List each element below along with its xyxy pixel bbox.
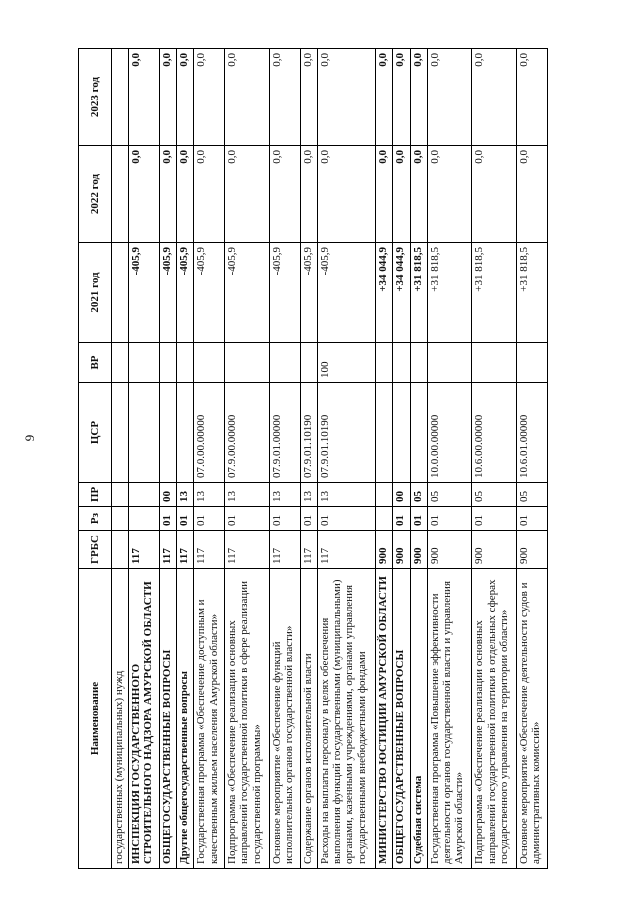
cell-rz: 01 (472, 507, 517, 531)
cell-2021: +31 818,5 (472, 243, 517, 343)
cell-grbs: 900 (376, 531, 393, 569)
cell-pr: 05 (427, 483, 472, 507)
cell-grbs: 900 (427, 531, 472, 569)
cell-2022: 0,0 (129, 146, 160, 243)
cell-rz (129, 507, 160, 531)
cell-pr: 13 (177, 483, 194, 507)
header-pr: ПР (79, 483, 112, 507)
cell-pr: 05 (472, 483, 517, 507)
cell-pr: 05 (410, 483, 427, 507)
cell-2021: +34 044,9 (393, 243, 410, 343)
cell-vr (410, 343, 427, 383)
cell-grbs (112, 531, 129, 569)
cell-name: Подпрограмма «Обеспечение реализации основных направлений государственной политики в сфере реализации государственной программы» (225, 569, 270, 869)
header-2022: 2022 год (79, 146, 112, 243)
cell-2023: 0,0 (393, 49, 410, 146)
cell-2023: 0,0 (517, 49, 548, 146)
table-row (517, 49, 548, 869)
rotated-table-container (78, 49, 548, 869)
header-2023: 2023 год (79, 49, 112, 146)
table-row (160, 49, 177, 869)
cell-2023: 0,0 (194, 49, 225, 146)
cell-csr (112, 383, 129, 483)
cell-grbs: 900 (393, 531, 410, 569)
cell-name: Государственная программа «Повышение эффективности деятельности органов государственной власти и управления Амурской области» (427, 569, 472, 869)
table-row (300, 49, 317, 869)
cell-2021 (112, 243, 129, 343)
cell-grbs: 117 (177, 531, 194, 569)
cell-vr (112, 343, 129, 383)
cell-pr: 13 (269, 483, 300, 507)
cell-pr (129, 483, 160, 507)
cell-2022: 0,0 (472, 146, 517, 243)
cell-2021: -405,9 (269, 243, 300, 343)
cell-csr (393, 383, 410, 483)
table-row (393, 49, 410, 869)
budget-table (78, 48, 548, 869)
cell-2022: 0,0 (427, 146, 472, 243)
cell-csr: 07.9.01.10190 (300, 383, 317, 483)
cell-grbs: 900 (517, 531, 548, 569)
cell-2022: 0,0 (376, 146, 393, 243)
cell-pr: 13 (194, 483, 225, 507)
cell-rz (112, 507, 129, 531)
cell-rz: 01 (300, 507, 317, 531)
cell-csr (160, 383, 177, 483)
table-body (112, 49, 548, 869)
cell-grbs: 117 (317, 531, 375, 569)
cell-vr (427, 343, 472, 383)
cell-name: Основное мероприятие «Обеспечение функций исполнительных органов государственной власти» (269, 569, 300, 869)
cell-csr (410, 383, 427, 483)
table-row (376, 49, 393, 869)
cell-rz: 01 (194, 507, 225, 531)
cell-pr (376, 483, 393, 507)
cell-2023: 0,0 (129, 49, 160, 146)
cell-pr: 00 (393, 483, 410, 507)
cell-csr (129, 383, 160, 483)
cell-2021: +31 818,5 (517, 243, 548, 343)
cell-2021: -405,9 (317, 243, 375, 343)
table-row (112, 49, 129, 869)
cell-vr (160, 343, 177, 383)
table-row (317, 49, 375, 869)
cell-vr (472, 343, 517, 383)
cell-csr (376, 383, 393, 483)
page-number: 9 (22, 434, 37, 442)
header-vr: ВР (79, 343, 112, 383)
cell-name: Основное мероприятие «Обеспечение деятельности судов и административных комиссий» (517, 569, 548, 869)
table-header-row (79, 49, 112, 869)
cell-rz (376, 507, 393, 531)
header-2021: 2021 год (79, 243, 112, 343)
cell-grbs: 117 (225, 531, 270, 569)
cell-vr (517, 343, 548, 383)
cell-2021: -405,9 (129, 243, 160, 343)
cell-csr: 10.0.00.00000 (427, 383, 472, 483)
cell-csr: 07.9.00.00000 (225, 383, 270, 483)
cell-grbs: 117 (129, 531, 160, 569)
cell-name: Другие общегосударственные вопросы (177, 569, 194, 869)
cell-pr: 13 (317, 483, 375, 507)
cell-csr: 07.9.01.10190 (317, 383, 375, 483)
cell-2022: 0,0 (177, 146, 194, 243)
cell-csr: 10.6.01.00000 (517, 383, 548, 483)
cell-pr: 13 (300, 483, 317, 507)
cell-grbs: 117 (194, 531, 225, 569)
cell-2022: 0,0 (317, 146, 375, 243)
cell-2023: 0,0 (300, 49, 317, 146)
cell-name: Содержание органов исполнительной власти (300, 569, 317, 869)
cell-vr (225, 343, 270, 383)
table-row (129, 49, 160, 869)
cell-grbs: 117 (300, 531, 317, 569)
cell-vr (129, 343, 160, 383)
cell-2022: 0,0 (160, 146, 177, 243)
cell-name: ИНСПЕКЦИЯ ГОСУДАРСТВЕННОГО СТРОИТЕЛЬНОГО НАДЗОРА АМУРСКОЙ ОБЛАСТИ (129, 569, 160, 869)
cell-grbs: 900 (472, 531, 517, 569)
cell-2023: 0,0 (160, 49, 177, 146)
cell-name: государственных (муниципальных) нужд (112, 569, 129, 869)
cell-name: ОБЩЕГОСУДАРСТВЕННЫЕ ВОПРОСЫ (393, 569, 410, 869)
cell-vr (300, 343, 317, 383)
cell-name: Государственная программа «Обеспечение доступным и качественным жильем населения Амурской области» (194, 569, 225, 869)
cell-2023: 0,0 (225, 49, 270, 146)
cell-vr (194, 343, 225, 383)
cell-rz: 01 (225, 507, 270, 531)
cell-rz: 01 (517, 507, 548, 531)
cell-csr: 10.6.00.00000 (472, 383, 517, 483)
cell-grbs: 117 (160, 531, 177, 569)
cell-grbs: 117 (269, 531, 300, 569)
cell-2022: 0,0 (393, 146, 410, 243)
cell-vr (376, 343, 393, 383)
cell-name: Судебная система (410, 569, 427, 869)
cell-csr: 07.9.01.00000 (269, 383, 300, 483)
cell-pr (112, 483, 129, 507)
header-csr: ЦСР (79, 383, 112, 483)
cell-pr: 05 (517, 483, 548, 507)
cell-2021: -405,9 (225, 243, 270, 343)
cell-rz: 01 (427, 507, 472, 531)
cell-csr: 07.0.00.00000 (194, 383, 225, 483)
cell-2021: +31 818,5 (410, 243, 427, 343)
table-row (410, 49, 427, 869)
cell-name: МИНИСТЕРСТВО ЮСТИЦИИ АМУРСКОЙ ОБЛАСТИ (376, 569, 393, 869)
cell-2023: 0,0 (269, 49, 300, 146)
cell-rz: 01 (393, 507, 410, 531)
cell-rz: 01 (410, 507, 427, 531)
cell-2021: -405,9 (300, 243, 317, 343)
cell-2021: +31 818,5 (427, 243, 472, 343)
cell-2021: -405,9 (194, 243, 225, 343)
cell-2022: 0,0 (225, 146, 270, 243)
table-row (269, 49, 300, 869)
cell-name: ОБЩЕГОСУДАРСТВЕННЫЕ ВОПРОСЫ (160, 569, 177, 869)
cell-2023 (112, 49, 129, 146)
cell-2023: 0,0 (427, 49, 472, 146)
table-row (427, 49, 472, 869)
cell-rz: 01 (160, 507, 177, 531)
cell-rz: 01 (177, 507, 194, 531)
cell-vr (177, 343, 194, 383)
cell-2021: -405,9 (177, 243, 194, 343)
table-row (225, 49, 270, 869)
cell-2023: 0,0 (177, 49, 194, 146)
cell-vr (269, 343, 300, 383)
cell-2022: 0,0 (269, 146, 300, 243)
cell-grbs: 900 (410, 531, 427, 569)
cell-pr: 13 (225, 483, 270, 507)
cell-2023: 0,0 (472, 49, 517, 146)
cell-2022 (112, 146, 129, 243)
cell-2022: 0,0 (517, 146, 548, 243)
cell-2021: -405,9 (160, 243, 177, 343)
cell-2022: 0,0 (410, 146, 427, 243)
cell-2022: 0,0 (300, 146, 317, 243)
table-row (177, 49, 194, 869)
header-rz: Рз (79, 507, 112, 531)
table-row (194, 49, 225, 869)
cell-2021: +34 044,9 (376, 243, 393, 343)
cell-2023: 0,0 (410, 49, 427, 146)
cell-pr: 00 (160, 483, 177, 507)
cell-2023: 0,0 (317, 49, 375, 146)
cell-2022: 0,0 (194, 146, 225, 243)
cell-csr (177, 383, 194, 483)
table-row (472, 49, 517, 869)
header-name: Наименование (79, 569, 112, 869)
cell-name: Расходы на выплаты персоналу в целях обеспечения выполнения функций государственными (муниципальными) органами, казенными учреждениями, органами управления государственными внебюджетными фондами (317, 569, 375, 869)
cell-vr (393, 343, 410, 383)
cell-rz: 01 (317, 507, 375, 531)
header-grbs: ГРБС (79, 531, 112, 569)
cell-2023: 0,0 (376, 49, 393, 146)
cell-name: Подпрограмма «Обеспечение реализации основных направлений государственной политики в отдельных сферах государственного управления на территории области» (472, 569, 517, 869)
cell-rz: 01 (269, 507, 300, 531)
cell-vr: 100 (317, 343, 375, 383)
